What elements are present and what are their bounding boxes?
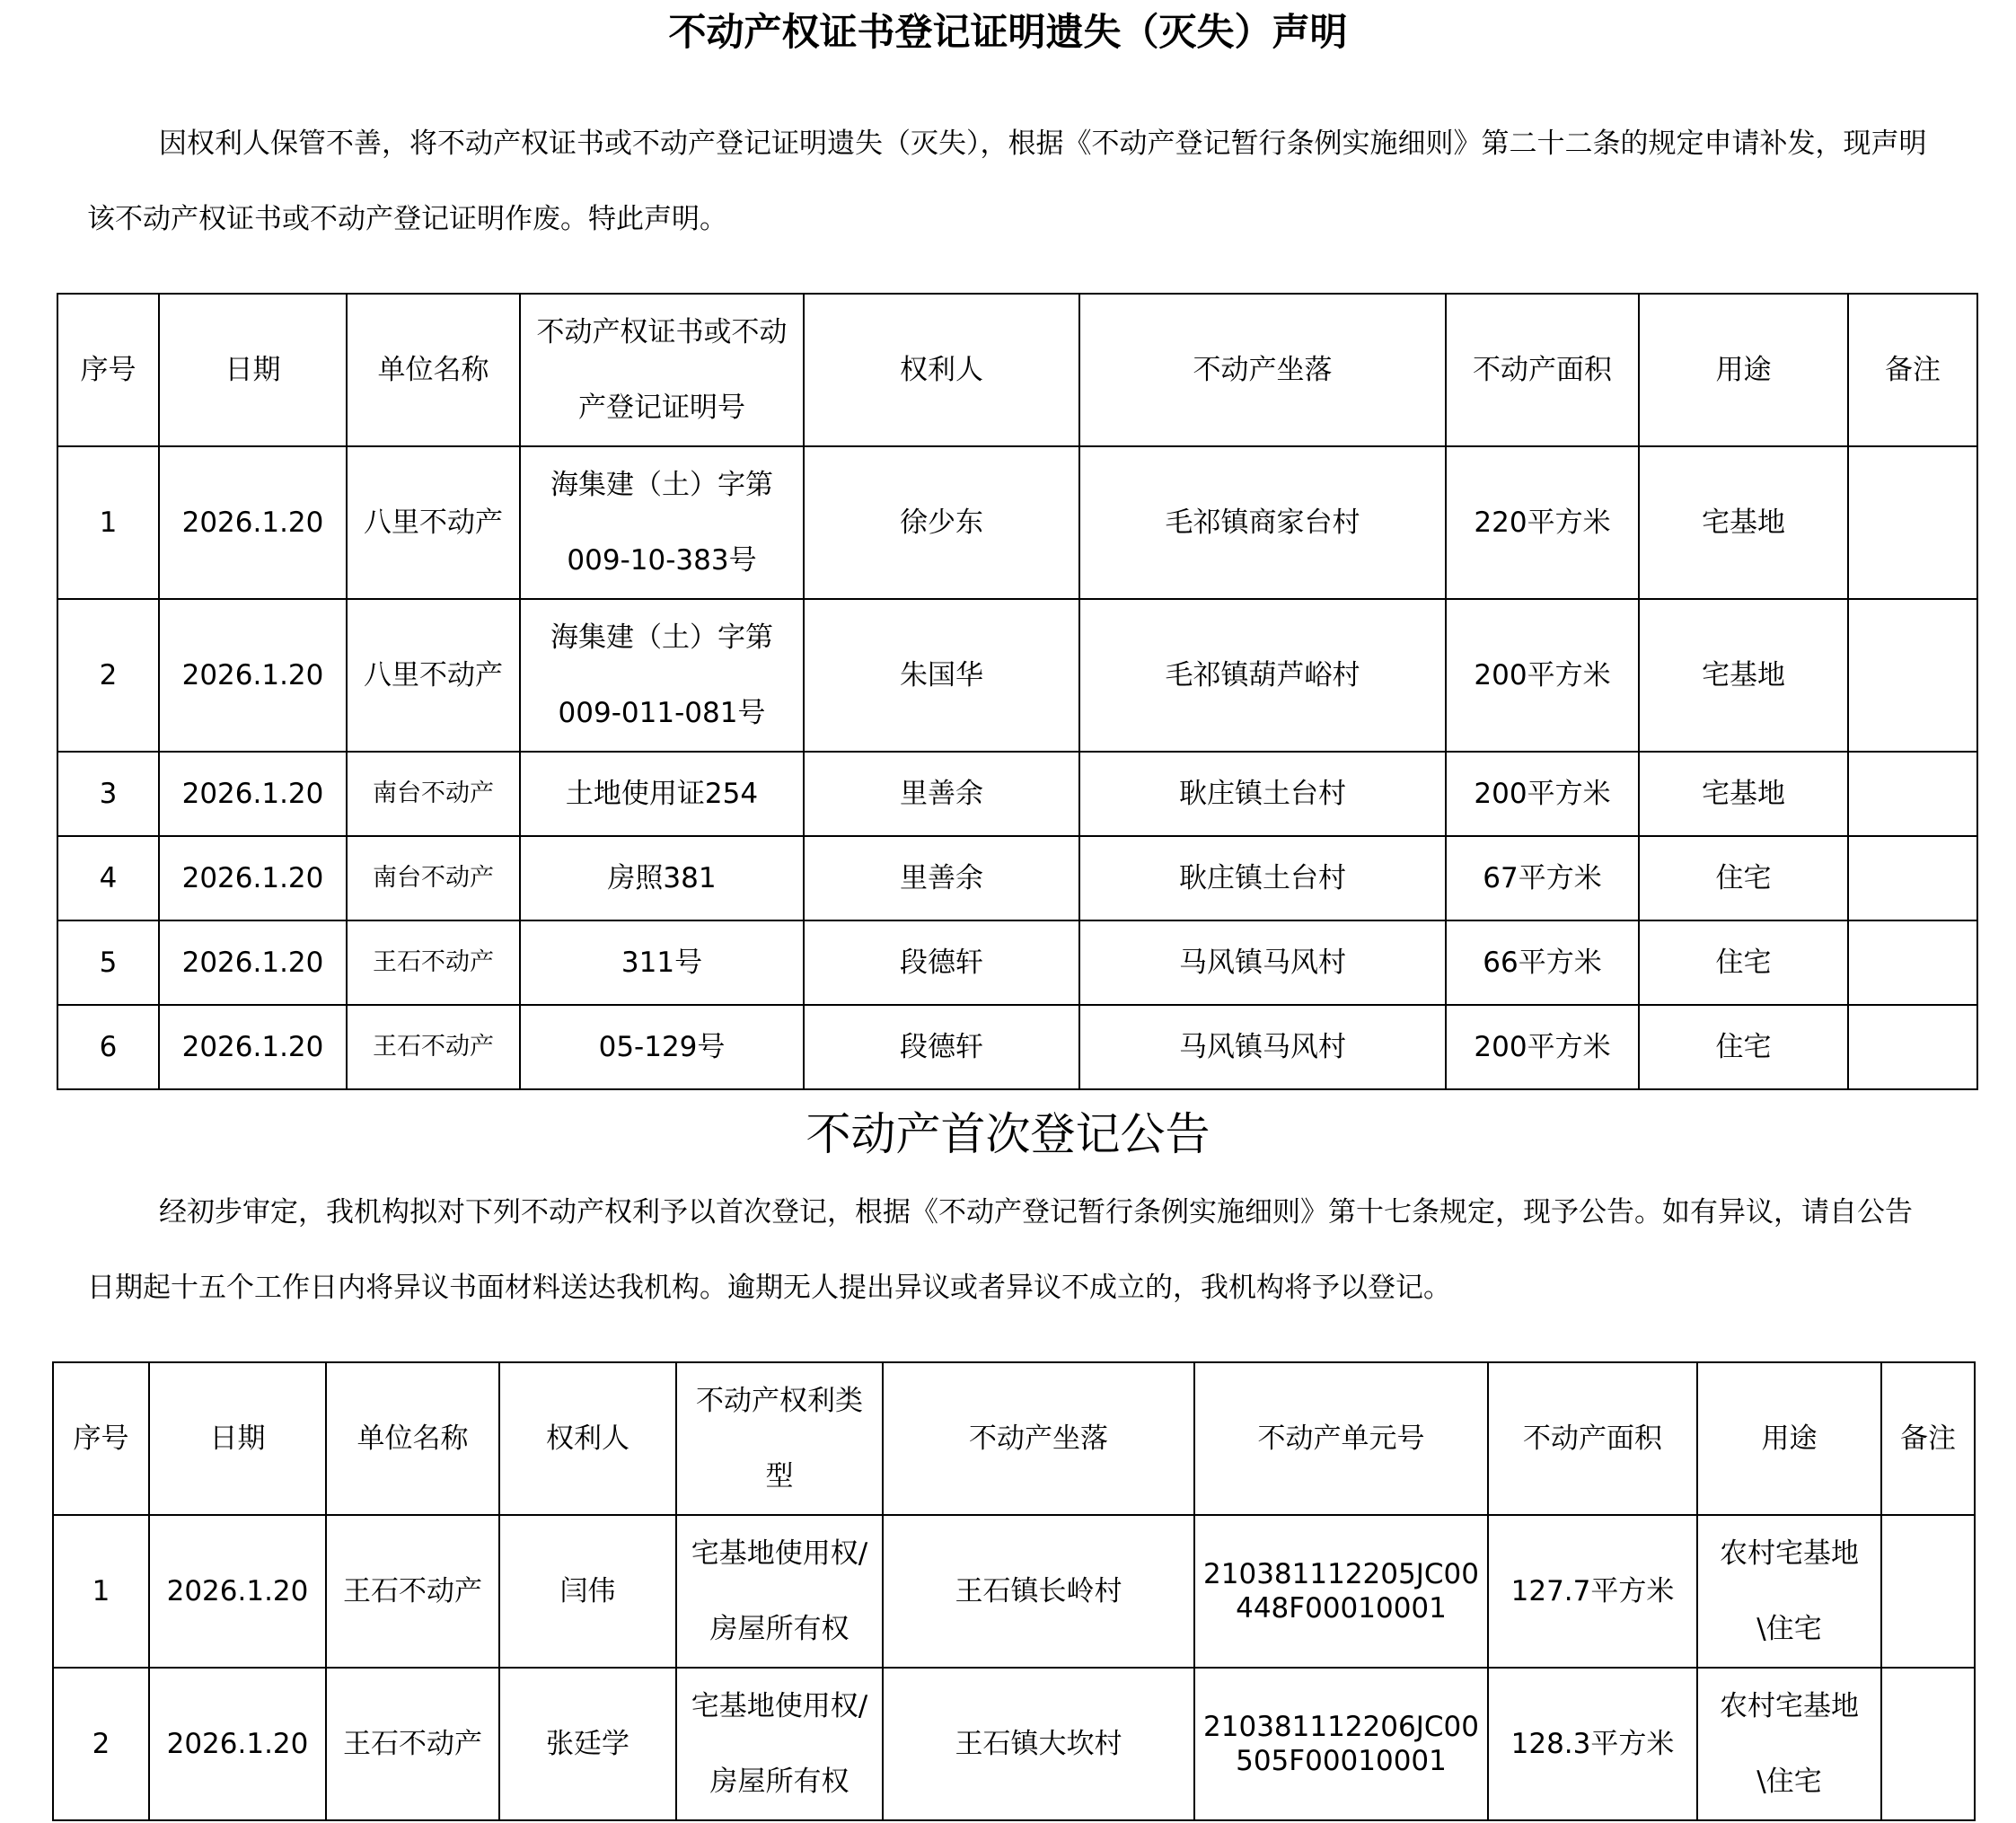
cell-holder: 闫伟: [499, 1515, 676, 1668]
cell-certificate-no: 土地使用证254: [520, 752, 804, 836]
cell-usage: 住宅: [1639, 920, 1848, 1005]
cell-usage: 住宅: [1639, 836, 1848, 920]
cell-date: 2026.1.20: [149, 1515, 326, 1668]
cell-certificate-no: 海集建（土）字第009-011-081号: [520, 599, 804, 752]
loss-notice-title: 不动产权证书登记证明遗失（灭失）声明: [668, 10, 1348, 54]
header-cell: 权利人: [499, 1362, 676, 1515]
header-cell: 单位名称: [347, 294, 520, 446]
cell-unit: 南台不动产: [347, 836, 520, 920]
cell-index: 2: [57, 599, 159, 752]
cell-index: 1: [53, 1515, 149, 1668]
header-cell: 不动产权利类型: [676, 1362, 883, 1515]
cell-index: 3: [57, 752, 159, 836]
header-cell: 用途: [1697, 1362, 1881, 1515]
cell-holder: 徐少东: [804, 446, 1079, 599]
header-cell: 日期: [149, 1362, 326, 1515]
cell-usage: 宅基地: [1639, 752, 1848, 836]
cell-remark: [1848, 599, 1977, 752]
header-cell: 权利人: [804, 294, 1079, 446]
cell-date: 2026.1.20: [159, 752, 347, 836]
cell-usage: 宅基地: [1639, 446, 1848, 599]
cell-date: 2026.1.20: [159, 1005, 347, 1089]
first-registration-title: 不动产首次登记公告: [806, 1108, 1210, 1160]
cell-index: 1: [57, 446, 159, 599]
cell-holder: 张廷学: [499, 1668, 676, 1820]
cell-date: 2026.1.20: [159, 446, 347, 599]
header-cell: 备注: [1881, 1362, 1975, 1515]
cell-holder: 里善余: [804, 836, 1079, 920]
cell-index: 5: [57, 920, 159, 1005]
cell-usage: 农村宅基地\住宅: [1697, 1668, 1881, 1820]
header-cell: 日期: [159, 294, 347, 446]
table-header-row: [53, 1362, 1975, 1515]
header-cell: 不动产面积: [1488, 1362, 1697, 1515]
header-cell: 备注: [1848, 294, 1977, 446]
cell-index: 6: [57, 1005, 159, 1089]
cell-right-type: 宅基地使用权/房屋所有权: [676, 1515, 883, 1668]
loss-notice-table: [57, 293, 1978, 1090]
cell-remark: [1848, 1005, 1977, 1089]
cell-holder: 段德轩: [804, 920, 1079, 1005]
cell-unit-number: 210381112205JC00448F00010001: [1194, 1515, 1488, 1668]
header-cell: 不动产权证书或不动产登记证明号: [520, 294, 804, 446]
cell-area: 128.3平方米: [1488, 1668, 1697, 1820]
table-row: [57, 1005, 1977, 1089]
cell-certificate-no: 05-129号: [520, 1005, 804, 1089]
cell-unit: 王石不动产: [347, 920, 520, 1005]
cell-location: 毛祁镇商家台村: [1079, 446, 1446, 599]
cell-remark: [1881, 1515, 1975, 1668]
cell-usage: 农村宅基地\住宅: [1697, 1515, 1881, 1668]
cell-unit: 王石不动产: [347, 1005, 520, 1089]
header-cell: 不动产坐落: [1079, 294, 1446, 446]
header-cell: 单位名称: [326, 1362, 499, 1515]
cell-date: 2026.1.20: [159, 599, 347, 752]
cell-certificate-no: 311号: [520, 920, 804, 1005]
cell-location: 耿庄镇土台村: [1079, 752, 1446, 836]
cell-unit: 南台不动产: [347, 752, 520, 836]
cell-area: 220平方米: [1446, 446, 1639, 599]
cell-certificate-no: 房照381: [520, 836, 804, 920]
cell-location: 毛祁镇葫芦峪村: [1079, 599, 1446, 752]
cell-location: 马风镇马风村: [1079, 920, 1446, 1005]
cell-area: 200平方米: [1446, 599, 1639, 752]
cell-date: 2026.1.20: [149, 1668, 326, 1820]
table-row: [57, 752, 1977, 836]
header-cell: 用途: [1639, 294, 1848, 446]
cell-certificate-no: 海集建（土）字第009-10-383号: [520, 446, 804, 599]
cell-remark: [1848, 752, 1977, 836]
cell-remark: [1848, 920, 1977, 1005]
header-cell: 序号: [57, 294, 159, 446]
cell-usage: 宅基地: [1639, 599, 1848, 752]
cell-remark: [1848, 836, 1977, 920]
header-cell: 序号: [53, 1362, 149, 1515]
table-row: [57, 599, 1977, 752]
cell-unit-number: 210381112206JC00505F00010001: [1194, 1668, 1488, 1820]
cell-location: 王石镇大坎村: [883, 1668, 1194, 1820]
cell-location: 王石镇长岭村: [883, 1515, 1194, 1668]
cell-area: 66平方米: [1446, 920, 1639, 1005]
header-cell: 不动产面积: [1446, 294, 1639, 446]
cell-date: 2026.1.20: [159, 920, 347, 1005]
header-cell: 不动产单元号: [1194, 1362, 1488, 1515]
table-row: [57, 920, 1977, 1005]
cell-right-type: 宅基地使用权/房屋所有权: [676, 1668, 883, 1820]
cell-holder: 朱国华: [804, 599, 1079, 752]
loss-notice-paragraph: 因权利人保管不善，将不动产权证书或不动产登记证明遗失（灭失），根据《不动产登记暂行条例实施细则》第二十二条的规定申请补发，现声明该不动产权证书或不动产登记证明作废。特此声明。: [87, 128, 1927, 235]
cell-date: 2026.1.20: [159, 836, 347, 920]
cell-index: 4: [57, 836, 159, 920]
cell-holder: 段德轩: [804, 1005, 1079, 1089]
cell-holder: 里善余: [804, 752, 1079, 836]
table-header-row: [57, 294, 1977, 446]
header-cell: 不动产坐落: [883, 1362, 1194, 1515]
table-row: [53, 1515, 1975, 1668]
table-row: [53, 1668, 1975, 1820]
cell-remark: [1848, 446, 1977, 599]
cell-unit: 王石不动产: [326, 1515, 499, 1668]
cell-unit: 八里不动产: [347, 599, 520, 752]
cell-area: 127.7平方米: [1488, 1515, 1697, 1668]
table-row: [57, 836, 1977, 920]
cell-index: 2: [53, 1668, 149, 1820]
cell-location: 马风镇马风村: [1079, 1005, 1446, 1089]
cell-unit: 八里不动产: [347, 446, 520, 599]
cell-area: 200平方米: [1446, 1005, 1639, 1089]
cell-location: 耿庄镇土台村: [1079, 836, 1446, 920]
cell-unit: 王石不动产: [326, 1668, 499, 1820]
first-registration-paragraph: 经初步审定，我机构拟对下列不动产权利予以首次登记，根据《不动产登记暂行条例实施细则》第十七条规定，现予公告。如有异议，请自公告日期起十五个工作日内将异议书面材料送达我机构。逾期无人提出异议或者异议不成立的，我机构将予以登记。: [87, 1196, 1913, 1304]
cell-remark: [1881, 1668, 1975, 1820]
table-row: [57, 446, 1977, 599]
cell-area: 200平方米: [1446, 752, 1639, 836]
first-registration-table: [52, 1361, 1976, 1821]
cell-usage: 住宅: [1639, 1005, 1848, 1089]
cell-area: 67平方米: [1446, 836, 1639, 920]
